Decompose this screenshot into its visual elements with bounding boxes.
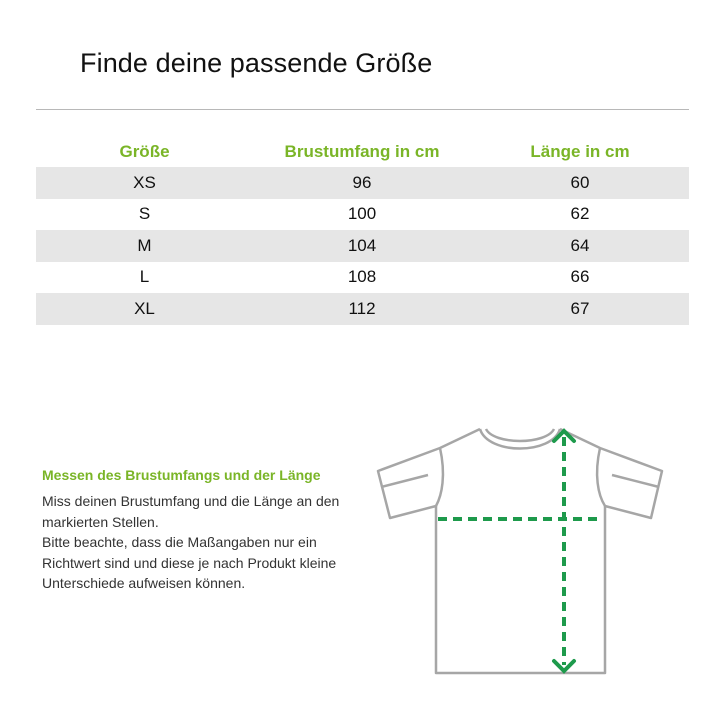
measure-arrow-vertical-icon xyxy=(554,431,574,671)
measure-paragraph: Bitte beachte, dass die Maßangaben nur ein Richtwert sind und diese je nach Produkt kleine Unterschiede aufweisen können. xyxy=(42,534,337,591)
size-table xyxy=(36,137,689,325)
page-title: Finde deine passende Größe xyxy=(80,48,433,78)
cell-length: 60 xyxy=(471,167,689,199)
cell-chest: 96 xyxy=(253,167,471,199)
table-row xyxy=(36,293,689,325)
title-divider xyxy=(36,109,689,110)
cell-chest: 100 xyxy=(347,204,377,224)
table-row xyxy=(36,167,689,199)
cell-size: M xyxy=(36,230,253,262)
table-row xyxy=(36,262,689,294)
table-row xyxy=(36,230,689,262)
cell-length: 67 xyxy=(471,293,689,325)
tshirt-body-outline xyxy=(378,429,662,673)
measure-heading: Messen des Brustumfangs und der Länge xyxy=(42,467,321,483)
cell-size: L xyxy=(139,267,150,287)
cell-size: S xyxy=(138,204,151,224)
header-size: Größe xyxy=(119,142,170,161)
cell-length: 62 xyxy=(570,204,590,224)
cell-length: 66 xyxy=(570,267,590,287)
tshirt-outline-icon xyxy=(370,415,670,680)
header-length: Länge in cm xyxy=(530,142,630,161)
size-table-header-row xyxy=(36,137,689,167)
cell-length: 64 xyxy=(471,230,689,262)
table-row xyxy=(36,199,689,231)
cell-chest: 108 xyxy=(347,267,377,287)
cell-size: XL xyxy=(36,293,253,325)
measure-instructions xyxy=(42,491,342,594)
measure-paragraph: Miss deinen Brustumfang und die Länge an den markierten Stellen. xyxy=(42,493,340,530)
header-chest: Brustumfang in cm xyxy=(284,142,440,161)
cell-chest: 104 xyxy=(253,230,471,262)
cell-size: XS xyxy=(36,167,253,199)
cell-chest: 112 xyxy=(253,293,471,325)
